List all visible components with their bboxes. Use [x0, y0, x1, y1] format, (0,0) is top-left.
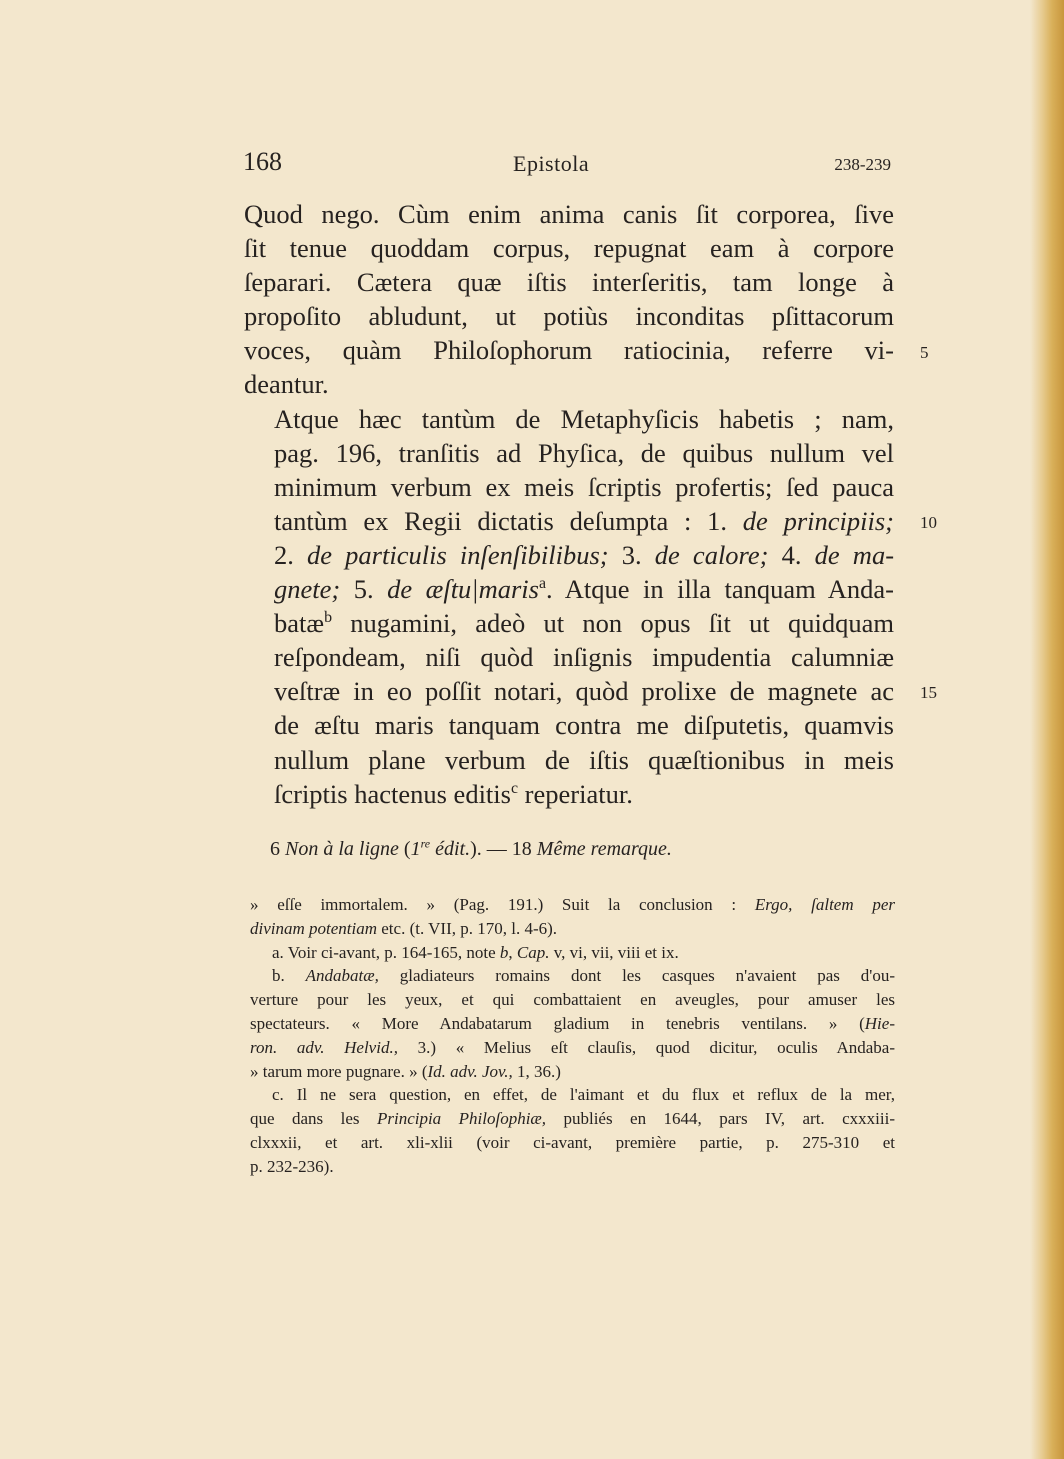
italic-run: de ma- — [814, 539, 895, 570]
text-run: b. — [272, 966, 306, 986]
text-line: reſpondeam, niſi quòd inſignis impudentia calumniæ — [274, 642, 894, 673]
footnote-a — [250, 941, 895, 965]
italic-run: Cap. — [516, 942, 550, 962]
italic-run: divinam potentiam — [250, 918, 378, 938]
text-run: 4. — [768, 539, 815, 570]
running-title: Epistola — [513, 151, 590, 176]
italic-run: Hie- — [864, 1013, 895, 1033]
text-line-rich — [244, 606, 894, 640]
text-line: voces, quàm Philoſophorum ratiocinia, referre vi- — [244, 335, 894, 366]
text-line: ſeparari. Cætera quæ iſtis interſeritis, tam longe à — [244, 267, 894, 298]
text-run: » eſſe immortalem. » (Pag. 191.) Suit la conclusion : — [250, 895, 755, 914]
paragraph-2 — [244, 402, 894, 811]
footnote-line — [250, 1036, 895, 1060]
italic-run: de calore; — [654, 539, 769, 570]
text-run: 1 — [410, 838, 421, 860]
text-line: deantur. — [244, 369, 329, 400]
footnote-line — [250, 1107, 895, 1131]
footnote-line — [250, 1012, 895, 1036]
footnote-marker: b — [324, 609, 333, 627]
text-run: » tarum more pugnare. » ( — [250, 1061, 428, 1081]
text-run: tantùm ex Regii dictatis deſumpta : 1. — [274, 505, 743, 536]
text-line: Quod nego. Cùm enim anima canis ſit corporea, ſive — [244, 199, 894, 229]
variant-note — [270, 838, 672, 861]
text-run: ( — [398, 838, 411, 860]
text-run: batæ — [274, 608, 325, 639]
text-run: édit. — [430, 838, 471, 860]
italic-run: b — [499, 942, 509, 962]
footnote-b — [250, 964, 895, 988]
italic-run: ron. adv. Helvid., — [250, 1037, 398, 1057]
text-run: que dans les — [250, 1109, 377, 1129]
text-run: . Atque in illa tanquam Anda- — [546, 574, 894, 605]
line-number: 5 — [920, 343, 929, 362]
italic-run: Non à la ligne — [285, 838, 399, 860]
text-line-rich — [244, 572, 894, 606]
italic-run: Ergo, ſaltem per — [754, 895, 895, 914]
text-line-rich — [244, 504, 894, 538]
text-run: 5. — [340, 574, 388, 605]
footnote-line: verture pour les yeux, et qui combattaient en aveugles, pour amuser les — [250, 990, 895, 1010]
text-run: gladiateurs romains dont les casques n'avaient pas d'ou- — [378, 966, 896, 986]
italic-run: Principia Philoſophiæ, — [376, 1109, 547, 1129]
footnote-c: c. Il ne sera question, en effet, de l'aimant et du flux et reflux de la mer, — [272, 1085, 895, 1105]
text-line: propoſito abludunt, ut potiùs inconditas pſittacorum — [244, 301, 894, 332]
text-run: ). — [470, 838, 482, 860]
footnote-line — [250, 917, 895, 941]
text-run: v, vi, vii, viii et ix. — [549, 942, 679, 962]
text-run: 3.) « Melius eſt clauſis, quod dicitur, oculis Andaba- — [397, 1037, 895, 1057]
text-run: publiés en 1644, pars IV, art. cxxxiii- — [546, 1109, 895, 1129]
italic-run — [411, 838, 471, 860]
text-run: ſcriptis hactenus editis — [274, 778, 511, 809]
text-line: Atque hæc tantùm de Metaphyſicis habetis ; nam, — [274, 403, 894, 434]
text-run: , — [508, 942, 517, 962]
text-run: nugamini, adeò ut non opus ſit ut quidquam — [332, 608, 894, 639]
footnote-line: clxxxii, et art. xli-xlii (voir ci-avant, première partie, p. 275-310 et — [250, 1132, 895, 1152]
text-line-rich — [244, 538, 894, 572]
italic-run: de principiis; — [742, 505, 894, 536]
text-run: etc. (t. VII, p. 170, l. 4-6). — [377, 918, 558, 938]
paragraph-1 — [244, 197, 894, 402]
text-run: — 18 — [481, 838, 537, 860]
text-line: minimum verbum ex meis ſcriptis profertis; ſed pauca — [274, 471, 894, 502]
italic-run: de particulis inſenſibilibus; — [307, 539, 609, 570]
line-number: 10 — [920, 513, 937, 532]
footnotes — [250, 893, 895, 1179]
text-run: a. Voir ci-avant, p. 164-165, note — [272, 942, 500, 962]
italic-run: Andabatæ, — [305, 966, 379, 986]
text-line: veſtræ in eo poſſit notari, quòd prolixe de magnete ac — [274, 676, 894, 707]
italic-run: gnete; — [274, 574, 341, 605]
folio-range: 238-239 — [834, 155, 891, 174]
footnote-line: p. 232-236). — [250, 1156, 334, 1176]
superscript: re — [420, 836, 431, 851]
text-run: reperiatur. — [518, 778, 633, 809]
footnote-marker: a — [538, 575, 547, 593]
text-line: de æſtu maris tanquam contra me diſputetis, quamvis — [274, 710, 894, 741]
text-run: 2. — [274, 539, 308, 570]
text-line-rich — [244, 777, 894, 811]
text-line: nullum plane verbum de iſtis quæſtionibus in meis — [274, 744, 894, 775]
text-run: 3. — [608, 539, 655, 570]
text-line: ſit tenue quoddam corpus, repugnat eam à corpore — [244, 233, 894, 264]
footnote-marker: c — [510, 779, 519, 797]
italic-run: de æſtu|maris — [387, 574, 539, 605]
page-edge — [1030, 0, 1064, 1459]
footnote-line — [250, 893, 895, 917]
italic-run: Même remarque. — [536, 838, 672, 860]
line-number: 15 — [920, 683, 937, 702]
footnote-line — [250, 1060, 895, 1084]
main-text — [244, 197, 894, 811]
text-run: 6 — [270, 838, 285, 860]
text-run: spectateurs. « More Andabatarum gladium in tenebris ventilans. » ( — [250, 1013, 865, 1033]
text-line: pag. 196, tranſitis ad Phyſica, de quibus nullum vel — [274, 437, 894, 468]
page-header — [243, 147, 891, 181]
page-number: 168 — [243, 147, 282, 176]
text-run: 1, 36.) — [512, 1061, 561, 1081]
italic-run: Id. adv. Jov., — [427, 1061, 513, 1081]
